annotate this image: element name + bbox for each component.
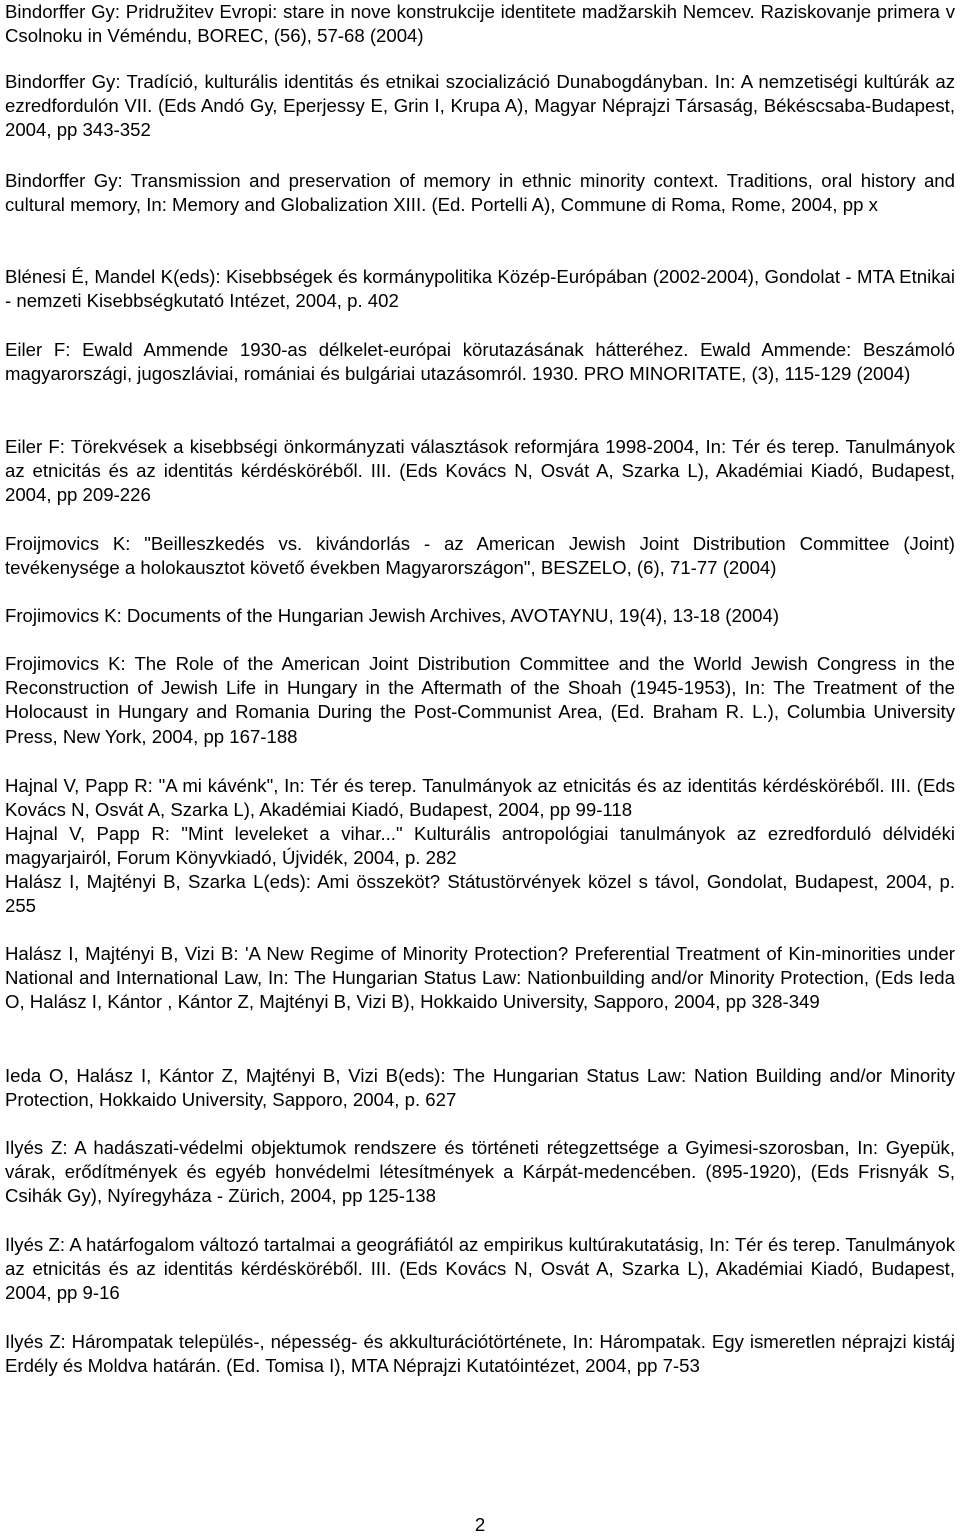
reference-entry: Froijmovics K: "Beilleszkedés vs. kivándorlás - az American Jewish Joint Distribution Committee (Joint) tevékenysége a holokausztot követő években Magyarországon", BESZELO, (6), 71-77 (2004) [5, 533, 955, 579]
reference-entry: Bindorffer Gy: Transmission and preservation of memory in ethnic minority context. Traditions, oral history and cultural memory, In: Memory and Globalization XIII. (Ed. Portelli A), Commune di Roma, Rome, 2004, pp x [5, 170, 955, 216]
reference-entry: Frojimovics K: Documents of the Hungarian Jewish Archives, AVOTAYNU, 19(4), 13-18 (2004) [5, 605, 780, 626]
reference-entry: Ilyés Z: Hárompatak település-, népesség- és akkulturációtörténete, In: Hárompatak. Egy ismeretlen néprajzi kistáj Erdély és Moldva határán. (Ed. Tomisa I), MTA Néprajzi Kutatóintézet, 2004, pp 7-53 [5, 1331, 955, 1377]
reference-entry: Eiler F: Törekvések a kisebbségi önkormányzati választások reformjára 1998-2004, In: Tér és terep. Tanulmányok az etnicitás és az identitás kérdésköréből. III. (Eds Kovács N, Osvát A, Szarka L), Akadémiai Kiadó, Budapest, 2004, pp 209-226 [5, 436, 955, 506]
reference-entry: Bindorffer Gy: Pridružitev Evropi: stare in nove konstrukcije identitete madžarskih Nemcev. Raziskovanje primera v Csolnoku in Véméndu, BOREC, (56), 57-68 (2004) [5, 1, 955, 47]
reference-entry: Frojimovics K: The Role of the American Joint Distribution Committee and the World Jewish Congress in the Reconstruction of Jewish Life in Hungary in the Aftermath of the Shoah (1945-1953), In: The Treatment of the Holocaust in Hungary and Romania During the Post-Communist Area, (Ed. Braham R. L.), Columbia University Press, New York, 2004, pp 167-188 [5, 653, 955, 747]
reference-entry: Blénesi É, Mandel K(eds): Kisebbségek és kormánypolitika Közép-Európában (2002-2004), Gondolat - MTA Etnikai - nemzeti Kisebbségkutató Intézet, 2004, p. 402 [5, 266, 955, 312]
reference-entry: Eiler F: Ewald Ammende 1930-as délkelet-európai körutazásának hátteréhez. Ewald Ammende: Beszámoló magyarországi, jugoszláviai, romániai és bulgáriai utazásomról. 1930. PRO MINORITATE, (3), 115-129 (2004) [5, 339, 955, 385]
reference-entry: Halász I, Majtényi B, Szarka L(eds): Ami összeköt? Státustörvények közel s távol, Gondolat, Budapest, 2004, p. 255 [5, 871, 955, 917]
reference-entry: Ilyés Z: A hadászati-védelmi objektumok rendszere és történeti rétegzettsége a Gyimesi-szorosban, In: Gyepük, várak, erődítmények és egyéb honvédelmi létesítmények a Kárpát-medencében. (895-1920), (Eds Frisnyák S, Csihák Gy), Nyíregyháza - Zürich, 2004, pp 125-138 [5, 1137, 955, 1207]
reference-entry: Hajnal V, Papp R: "Mint leveleket a vihar..." Kulturális antropológiai tanulmányok az ezredforduló délvidéki magyarjairól, Forum Könyvkiadó, Újvidék, 2004, p. 282 [5, 823, 955, 869]
page-number: 2 [474, 1514, 486, 1535]
reference-entry: Ieda O, Halász I, Kántor Z, Majtényi B, Vizi B(eds): The Hungarian Status Law: Nation Building and/or Minority Protection, Hokkaido University, Sapporo, 2004, p. 627 [5, 1065, 955, 1111]
reference-entry: Halász I, Majtényi B, Vizi B: 'A New Regime of Minority Protection? Preferential Treatment of Kin-minorities under National and International Law, In: The Hungarian Status Law: Nationbuilding and/or Minority Protection, (Eds Ieda O, Halász I, Kántor , Kántor Z, Majtényi B, Vizi B), Hokkaido University, Sapporo, 2004, pp 328-349 [5, 943, 955, 1013]
reference-entry: Bindorffer Gy: Tradíció, kulturális identitás és etnikai szocializáció Dunabogdányban. In: A nemzetiségi kultúrák az ezredfordulón VII. (Eds Andó Gy, Eperjessy E, Grin I, Krupa A), Magyar Néprajzi Társaság, Békéscsaba-Budapest, 2004, pp 343-352 [5, 71, 955, 141]
reference-entry: Hajnal V, Papp R: "A mi kávénk", In: Tér és terep. Tanulmányok az etnicitás és az identitás kérdésköréből. III. (Eds Kovács N, Osvát A, Szarka L), Akadémiai Kiadó, Budapest, 2004, pp 99-118 [5, 775, 955, 821]
reference-entry: Ilyés Z: A határfogalom változó tartalmai a geográfiától az empirikus kultúrakutatásig, In: Tér és terep. Tanulmányok az etnicitás és az identitás kérdésköréből. III. (Eds Kovács N, Osvát A, Szarka L), Akadémiai Kiadó, Budapest, 2004, pp 9-16 [5, 1234, 955, 1304]
